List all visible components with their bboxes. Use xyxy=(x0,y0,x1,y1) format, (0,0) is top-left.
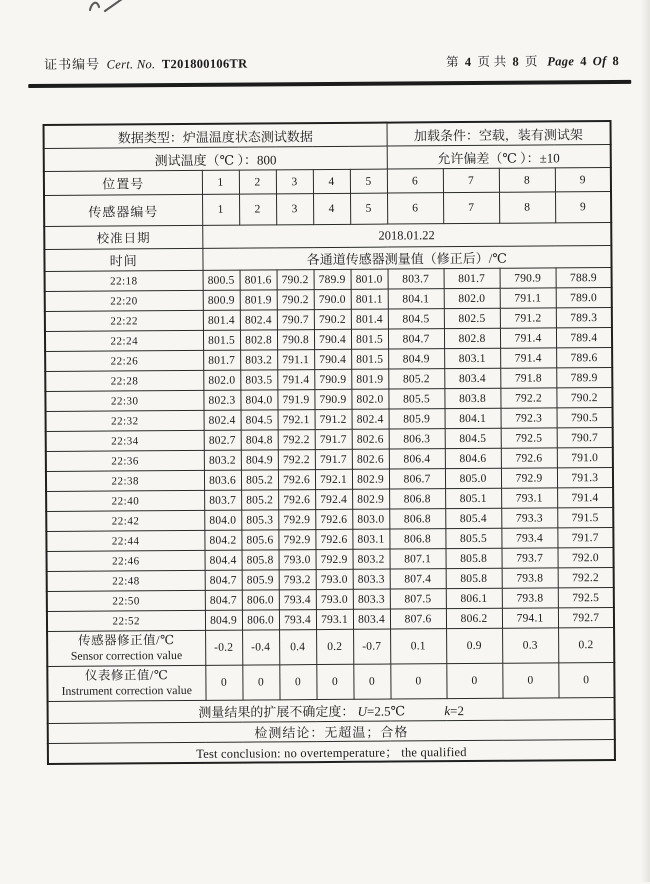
reading-value-cell: 790.2 xyxy=(556,387,612,407)
reading-value-cell: 802.8 xyxy=(240,330,277,350)
sensor-correction-value-cell: 0.9 xyxy=(446,628,502,663)
calibration-date-value-cell: 2018.01.22 xyxy=(202,222,611,248)
reading-value-cell: 807.4 xyxy=(390,569,446,589)
time-cell: 22:36 xyxy=(46,450,204,471)
instrument-correction-label-cell xyxy=(47,665,205,701)
reading-value-cell: 793.8 xyxy=(502,568,558,588)
page-zh-3: 页 xyxy=(524,54,538,69)
cert-label-zh: 证书编号 xyxy=(44,56,101,72)
page-num: 4 xyxy=(464,54,472,70)
cert-number-line xyxy=(44,53,247,73)
reading-value-cell: 806.7 xyxy=(389,469,445,489)
time-cell: 22:46 xyxy=(47,550,205,571)
reading-value-cell: 805.8 xyxy=(446,568,502,588)
reading-value-cell: 805.8 xyxy=(446,548,502,568)
reading-value-cell: 792.5 xyxy=(558,587,614,607)
reading-value-cell: 804.0 xyxy=(204,510,241,530)
reading-value-cell: 806.0 xyxy=(242,610,279,630)
reading-value-cell: 804.9 xyxy=(388,349,444,369)
time-cell: 22:22 xyxy=(45,310,203,331)
reading-value-cell: 790.0 xyxy=(314,289,351,309)
sensor-correction-value-cell: 0.3 xyxy=(502,628,558,663)
reading-value-cell: 793.0 xyxy=(316,589,353,609)
sensor-correction-value-cell: -0.2 xyxy=(205,630,242,665)
reading-value-cell: 805.3 xyxy=(241,510,278,530)
reading-value-cell: 803.0 xyxy=(352,509,389,529)
reading-value-cell: 791.1 xyxy=(277,350,314,370)
page-zh-2: 页 共 xyxy=(477,54,507,69)
reading-value-cell: 792.5 xyxy=(501,428,557,448)
reading-value-cell: 790.2 xyxy=(314,309,351,329)
reading-value-cell: 805.2 xyxy=(241,470,278,490)
reading-value-cell: 791.4 xyxy=(277,370,314,390)
reading-value-cell: 789.0 xyxy=(556,287,612,307)
reading-value-cell: 791.4 xyxy=(557,487,613,507)
reading-value-cell: 802.7 xyxy=(204,430,241,450)
reading-value-cell: 793.0 xyxy=(316,569,353,589)
sensor-correction-value-cell: -0.7 xyxy=(353,629,390,664)
reading-value-cell: 805.5 xyxy=(445,528,501,548)
reading-value-cell: 805.1 xyxy=(445,488,501,508)
reading-value-cell: 801.7 xyxy=(203,350,240,370)
reading-value-cell: 792.2 xyxy=(278,450,315,470)
reading-value-cell: 802.4 xyxy=(204,410,241,430)
sensor-correction-value-cell: 0.4 xyxy=(279,630,316,665)
conclusion-zh-cell: 检测结论：无超温；合格 xyxy=(48,719,615,743)
reading-value-cell: 789.9 xyxy=(314,269,351,289)
reading-value-cell: 801.4 xyxy=(351,309,388,329)
time-cell: 22:30 xyxy=(45,390,203,411)
position-value-cell: 9 xyxy=(555,167,611,191)
sensor-correction-value-cell: -0.4 xyxy=(242,630,279,665)
reading-value-cell: 804.9 xyxy=(241,450,278,470)
reading-value-cell: 803.1 xyxy=(352,529,389,549)
sensor-id-value-cell: 6 xyxy=(387,193,443,224)
reading-value-cell: 791.8 xyxy=(500,368,556,388)
test-temp-cell: 测试温度（℃ ）：800 xyxy=(44,146,387,171)
instrument-correction-value-cell: 0 xyxy=(558,662,614,697)
reading-value-cell: 800.5 xyxy=(203,270,240,290)
reading-value-cell: 803.3 xyxy=(353,569,390,589)
reading-value-cell: 792.0 xyxy=(558,547,614,567)
time-cell: 22:44 xyxy=(46,530,204,551)
reading-value-cell: 802.4 xyxy=(240,310,277,330)
reading-value-cell: 804.7 xyxy=(205,590,242,610)
position-value-cell: 2 xyxy=(239,170,276,194)
reading-value-cell: 793.4 xyxy=(501,528,557,548)
reading-value-cell: 805.2 xyxy=(241,490,278,510)
reading-value-cell: 791.7 xyxy=(315,449,352,469)
reading-value-cell: 791.1 xyxy=(500,288,556,308)
reading-value-cell: 801.5 xyxy=(351,329,388,349)
sensor-id-label-cell: 传感器编号 xyxy=(44,194,202,226)
reading-value-cell: 792.6 xyxy=(315,529,352,549)
reading-value-cell: 806.8 xyxy=(389,489,445,509)
sensor-correction-value-cell: 0.2 xyxy=(558,627,614,662)
sensor-id-row xyxy=(44,191,611,226)
instrument-correction-label-zh: 仪表修正值/℃ xyxy=(84,668,169,684)
reading-value-cell: 802.5 xyxy=(444,308,500,328)
time-cell: 22:50 xyxy=(47,590,205,611)
page-en-of: Of xyxy=(592,54,607,69)
reading-value-cell: 801.0 xyxy=(351,269,388,289)
reading-value-cell: 804.5 xyxy=(388,309,444,329)
reading-value-cell: 807.5 xyxy=(390,589,446,609)
reading-value-cell: 792.1 xyxy=(315,469,352,489)
sensor-correction-label-zh: 传感器修正值/℃ xyxy=(78,633,175,649)
reading-value-cell: 801.9 xyxy=(240,290,277,310)
readings-body xyxy=(45,267,615,631)
uncertainty-k-symbol: k xyxy=(444,703,451,719)
reading-value-cell: 803.7 xyxy=(388,269,444,289)
reading-value-cell: 804.7 xyxy=(205,570,242,590)
reading-value-cell: 790.9 xyxy=(314,369,351,389)
reading-value-cell: 790.2 xyxy=(277,270,314,290)
reading-value-cell: 801.1 xyxy=(351,289,388,309)
cert-number: T201800106TR xyxy=(161,56,248,72)
reading-value-cell: 791.9 xyxy=(277,390,314,410)
reading-value-cell: 803.2 xyxy=(352,549,389,569)
reading-value-cell: 801.7 xyxy=(444,268,500,288)
reading-value-cell: 791.7 xyxy=(315,429,352,449)
reading-value-cell: 804.0 xyxy=(240,390,277,410)
position-value-cell: 6 xyxy=(387,169,443,193)
time-cell: 22:28 xyxy=(45,370,203,391)
reading-value-cell: 803.3 xyxy=(353,589,390,609)
time-cell: 22:20 xyxy=(45,290,203,311)
sensor-correction-row xyxy=(47,627,614,666)
reading-value-cell: 790.7 xyxy=(277,310,314,330)
reading-value-cell: 792.9 xyxy=(315,549,352,569)
position-value-cell: 7 xyxy=(443,168,499,192)
reading-value-cell: 805.0 xyxy=(445,468,501,488)
reading-value-cell: 792.9 xyxy=(278,530,315,550)
reading-value-cell: 803.2 xyxy=(240,350,277,370)
reading-value-cell: 806.8 xyxy=(389,509,445,529)
reading-value-cell: 800.9 xyxy=(203,290,240,310)
sensor-id-value-cell: 2 xyxy=(239,194,276,225)
instrument-correction-value-cell: 0 xyxy=(279,665,316,700)
reading-value-cell: 803.1 xyxy=(444,348,500,368)
sensor-id-value-cell: 5 xyxy=(350,193,387,224)
reading-value-cell: 805.4 xyxy=(445,508,501,528)
reading-value-cell: 802.0 xyxy=(203,370,240,390)
reading-value-cell: 801.9 xyxy=(351,369,388,389)
sensor-correction-value-cell: 0.1 xyxy=(390,629,446,664)
reading-value-cell: 803.4 xyxy=(353,609,390,629)
reading-value-cell: 792.4 xyxy=(315,489,352,509)
reading-value-cell: 802.3 xyxy=(203,390,240,410)
calibration-date-label-cell: 校准日期 xyxy=(44,225,202,249)
time-cell: 22:32 xyxy=(46,410,204,431)
page-en-num: 4 xyxy=(580,54,587,69)
reading-value-cell: 792.9 xyxy=(501,468,557,488)
reading-value-cell: 805.2 xyxy=(388,369,444,389)
uncertainty-label: 测量结果的扩展不确定度： xyxy=(198,703,355,720)
reading-value-cell: 792.6 xyxy=(278,470,315,490)
reading-value-cell: 791.0 xyxy=(557,447,613,467)
channel-values-header-cell: 各通道传感器测量值（修正后）/℃ xyxy=(202,245,611,270)
reading-value-cell: 804.2 xyxy=(204,530,241,550)
reading-value-cell: 793.0 xyxy=(278,550,315,570)
reading-value-cell: 790.2 xyxy=(277,290,314,310)
time-cell: 22:18 xyxy=(45,270,203,291)
reading-value-cell: 791.4 xyxy=(500,328,556,348)
reading-value-cell: 804.9 xyxy=(205,610,242,630)
conclusion-en-row xyxy=(48,739,615,763)
reading-value-cell: 793.2 xyxy=(279,570,316,590)
reading-value-cell: 790.5 xyxy=(557,407,613,427)
reading-value-cell: 793.4 xyxy=(279,610,316,630)
reading-value-cell: 789.9 xyxy=(556,367,612,387)
reading-value-cell: 792.6 xyxy=(315,509,352,529)
reading-value-cell: 805.5 xyxy=(388,389,444,409)
reading-value-cell: 805.9 xyxy=(242,570,279,590)
reading-value-cell: 802.8 xyxy=(444,328,500,348)
uncertainty-u-symbol: U xyxy=(357,703,368,719)
reading-value-cell: 804.1 xyxy=(388,289,444,309)
sensor-id-value-cell: 9 xyxy=(555,191,611,222)
reading-value-cell: 792.2 xyxy=(278,430,315,450)
reading-value-cell: 791.7 xyxy=(557,527,613,547)
reading-value-cell: 802.9 xyxy=(352,469,389,489)
position-value-cell: 3 xyxy=(276,170,313,194)
position-label-cell: 位置号 xyxy=(44,170,202,195)
reading-value-cell: 792.1 xyxy=(278,410,315,430)
reading-value-cell: 804.5 xyxy=(241,410,278,430)
reading-value-cell: 790.4 xyxy=(314,329,351,349)
reading-value-cell: 802.0 xyxy=(351,389,388,409)
time-cell: 22:42 xyxy=(46,510,204,531)
reading-value-cell: 791.2 xyxy=(315,409,352,429)
reading-value-cell: 790.8 xyxy=(277,330,314,350)
reading-value-cell: 792.6 xyxy=(278,490,315,510)
reading-value-cell: 802.6 xyxy=(352,429,389,449)
uncertainty-u-value: =2.5℃ xyxy=(366,703,406,719)
reading-value-cell: 794.1 xyxy=(502,608,558,628)
data-type-cell: 数据类型：炉温温度状态测试数据 xyxy=(44,123,387,149)
position-value-cell: 8 xyxy=(499,168,555,192)
reading-value-cell: 803.2 xyxy=(204,450,241,470)
reading-value-cell: 804.6 xyxy=(445,448,501,468)
instrument-correction-label-en: Instrument correction value xyxy=(61,683,192,699)
time-cell: 22:34 xyxy=(46,430,204,451)
reading-value-cell: 803.6 xyxy=(204,470,241,490)
reading-value-cell: 807.6 xyxy=(390,609,446,629)
sensor-id-value-cell: 3 xyxy=(276,194,313,225)
reading-value-cell: 792.2 xyxy=(500,388,556,408)
reading-value-cell: 806.2 xyxy=(446,608,502,628)
reading-value-cell: 806.3 xyxy=(389,429,445,449)
sensor-correction-value-cell: 0.2 xyxy=(316,629,353,664)
position-value-cell: 5 xyxy=(350,169,387,193)
instrument-correction-value-cell: 0 xyxy=(353,664,390,699)
time-header-label-cell: 时间 xyxy=(44,248,202,271)
reading-value-cell: 801.6 xyxy=(240,270,277,290)
reading-value-cell: 805.9 xyxy=(389,409,445,429)
reading-value-cell: 804.1 xyxy=(445,408,501,428)
reading-value-cell: 792.6 xyxy=(501,448,557,468)
reading-value-cell: 793.4 xyxy=(279,590,316,610)
reading-value-cell: 792.7 xyxy=(558,607,614,627)
sensor-id-value-cell: 1 xyxy=(202,194,239,225)
reading-value-cell: 803.7 xyxy=(204,490,241,510)
reading-value-cell: 791.4 xyxy=(500,348,556,368)
reading-value-cell: 802.6 xyxy=(352,449,389,469)
page-number-line xyxy=(443,51,622,70)
instrument-correction-value-cell: 0 xyxy=(502,663,558,698)
time-cell: 22:52 xyxy=(47,610,205,631)
reading-value-cell: 793.3 xyxy=(501,508,557,528)
reading-value-cell: 788.9 xyxy=(556,267,612,287)
reading-value-cell: 792.9 xyxy=(278,510,315,530)
reading-value-cell: 790.4 xyxy=(314,349,351,369)
reading-value-cell: 790.9 xyxy=(500,268,556,288)
reading-value-cell: 801.4 xyxy=(203,310,240,330)
reading-value-cell: 793.1 xyxy=(316,609,353,629)
load-condition-cell: 加载条件：空载，装有测试架 xyxy=(387,121,611,146)
reading-value-cell: 804.7 xyxy=(388,329,444,349)
page-header xyxy=(44,50,622,73)
sensor-id-value-cell: 8 xyxy=(499,192,555,223)
allowed-deviation-cell: 允许偏差（℃ ）：±10 xyxy=(387,145,611,170)
reading-value-cell: 805.8 xyxy=(241,550,278,570)
reading-value-cell: 793.7 xyxy=(502,548,558,568)
uncertainty-k-value: =2 xyxy=(450,703,465,719)
reading-value-cell: 805.6 xyxy=(241,530,278,550)
reading-value-cell: 802.4 xyxy=(352,409,389,429)
reading-value-cell: 791.2 xyxy=(500,308,556,328)
reading-value-cell: 806.0 xyxy=(242,590,279,610)
instrument-correction-value-cell: 0 xyxy=(242,665,279,700)
reading-value-cell: 803.5 xyxy=(240,370,277,390)
reading-value-cell: 789.4 xyxy=(556,327,612,347)
position-value-cell: 4 xyxy=(313,169,350,193)
sensor-id-value-cell: 7 xyxy=(443,192,499,223)
page-total: 8 xyxy=(512,54,520,69)
instrument-correction-value-cell: 0 xyxy=(316,664,353,699)
reading-value-cell: 803.8 xyxy=(444,388,500,408)
reading-value-cell: 804.4 xyxy=(204,550,241,570)
reading-value-cell: 793.1 xyxy=(501,488,557,508)
reading-value-cell: 793.8 xyxy=(502,588,558,608)
time-cell: 22:26 xyxy=(45,350,203,371)
reading-value-cell: 789.6 xyxy=(556,347,612,367)
time-cell: 22:48 xyxy=(47,570,205,591)
cert-label-en: Cert. No. xyxy=(106,57,156,72)
sensor-id-value-cell: 4 xyxy=(313,193,350,224)
reading-value-cell: 791.5 xyxy=(557,507,613,527)
reading-value-cell: 789.3 xyxy=(556,307,612,327)
reading-value-cell: 806.4 xyxy=(389,449,445,469)
reading-value-cell: 801.5 xyxy=(351,349,388,369)
reading-value-cell: 802.9 xyxy=(352,489,389,509)
reading-value-cell: 804.5 xyxy=(445,428,501,448)
time-cell: 22:24 xyxy=(45,330,203,351)
reading-value-cell: 806.1 xyxy=(446,588,502,608)
reading-value-cell: 804.8 xyxy=(241,430,278,450)
calibration-data-table xyxy=(43,120,617,765)
page-en-total: 8 xyxy=(612,53,620,68)
instrument-correction-row xyxy=(47,662,614,701)
page-zh-1: 第 xyxy=(446,55,459,70)
instrument-correction-value-cell: 0 xyxy=(390,664,446,699)
reading-value-cell: 790.9 xyxy=(314,389,351,409)
reading-value-cell: 807.1 xyxy=(390,549,446,569)
conclusion-en-cell: Test conclusion: no overtemperature； the qualified xyxy=(48,739,615,763)
page-en-label: Page xyxy=(547,54,575,69)
reading-value-cell: 802.0 xyxy=(444,288,500,308)
reading-value-cell: 790.7 xyxy=(557,427,613,447)
reading-value-cell: 792.2 xyxy=(558,567,614,587)
header-divider xyxy=(28,80,631,88)
sensor-correction-label-en: Sensor correction value xyxy=(70,648,183,664)
time-cell: 22:38 xyxy=(46,470,204,491)
reading-value-cell: 792.3 xyxy=(501,408,557,428)
time-cell: 22:40 xyxy=(46,490,204,511)
instrument-correction-value-cell: 0 xyxy=(446,663,502,698)
reading-value-cell: 803.4 xyxy=(444,368,500,388)
instrument-correction-value-cell: 0 xyxy=(205,665,242,700)
reading-value-cell: 806.8 xyxy=(389,529,445,549)
position-value-cell: 1 xyxy=(202,170,239,194)
sensor-correction-label-cell xyxy=(47,630,205,666)
reading-value-cell: 801.5 xyxy=(203,330,240,350)
reading-value-cell: 791.3 xyxy=(557,467,613,487)
